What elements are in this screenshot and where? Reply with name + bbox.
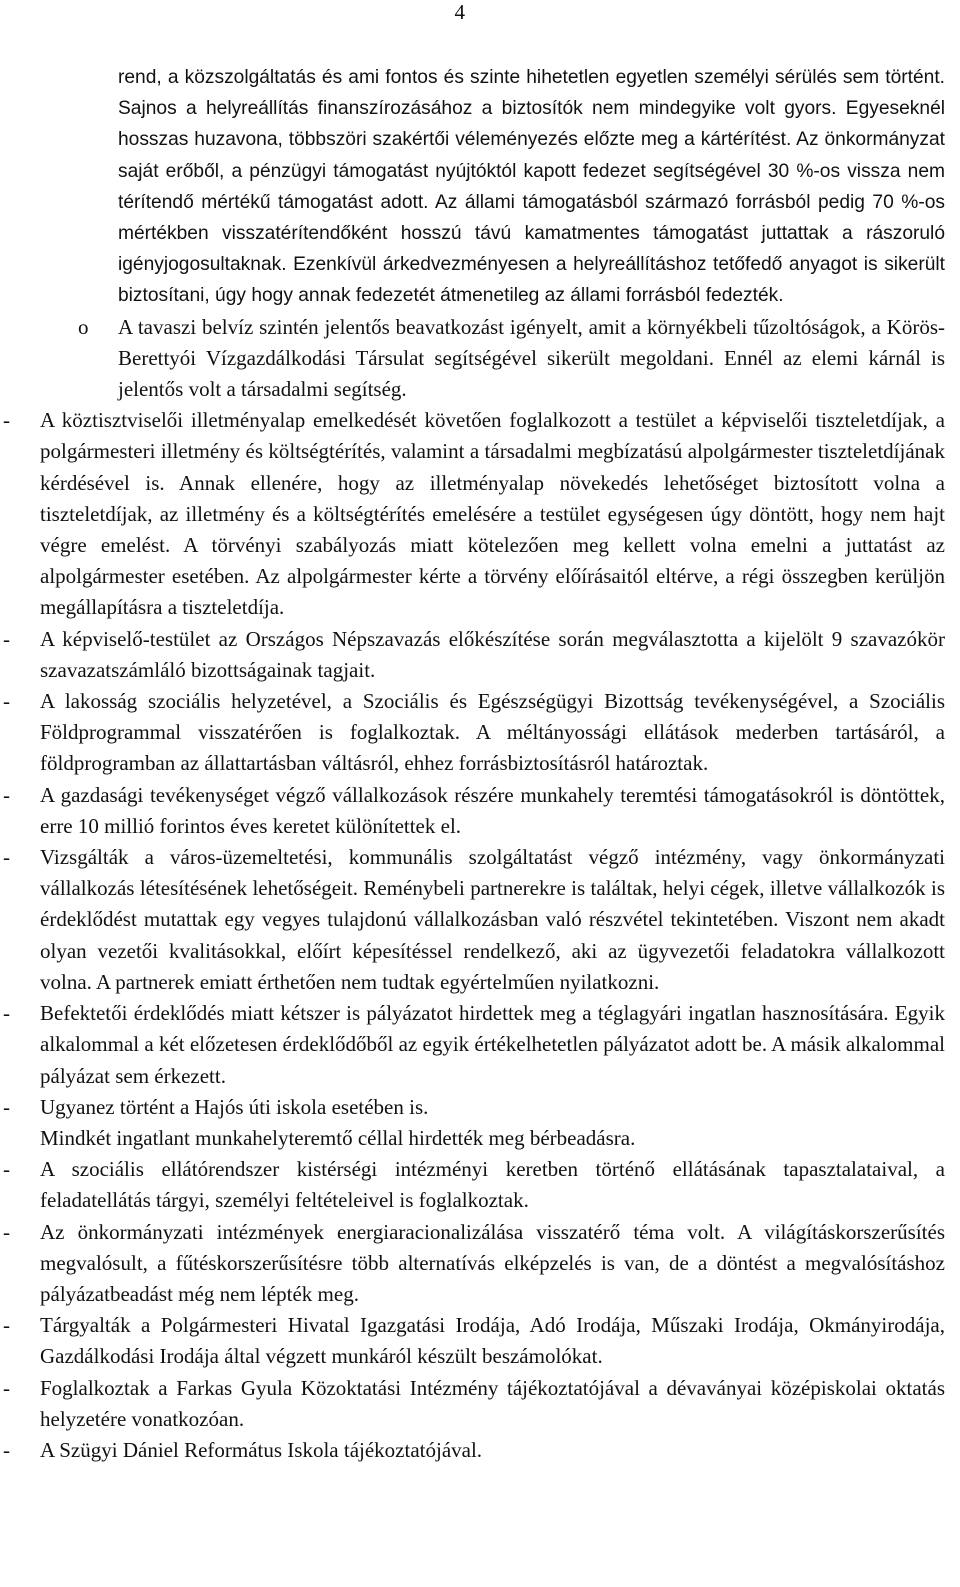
dash-list-item bbox=[0, 780, 960, 842]
bullet-marker: - bbox=[3, 845, 10, 870]
paragraph-text: Ugyanez történt a Hajós úti iskola esetében is. bbox=[40, 1094, 429, 1119]
dash-list-item bbox=[0, 1154, 960, 1216]
bullet-marker: - bbox=[3, 1157, 10, 1182]
paragraph-continuation bbox=[0, 62, 960, 312]
bullet-marker: - bbox=[3, 626, 10, 651]
paragraph-text: A tavaszi belvíz szintén jelentős beavatkozást igényelt, amit a környékbeli tűzoltóságok, a Körös-Berettyói Vízgazdálkodási Társulat segítségével sikerült megoldani. Ennél az elemi kárnál is jelentős volt a társadalmi segítség. bbox=[118, 314, 945, 402]
paragraph-text: Befektetői érdeklődés miatt kétszer is pályázatot hirdettek meg a téglagyári ingatlan hasznosítására. Egyik alkalommal a két előzetesen érdeklődőből az egyik értékelhetetlen pályázatot adott be. A másik alkalommal pályázat sem érkezett. bbox=[40, 1001, 945, 1088]
page-number: 4 bbox=[454, 0, 465, 24]
paragraph-text: rend, a közszolgáltatás és ami fontos és szinte hihetetlen egyetlen személyi sérülés sem történt. Sajnos a helyreállítás finanszírozásához a biztosítók nem mindegyike volt gyors. Egyeseknél hosszas huzavona, többszöri szakértői véleményezés előzte meg a kártérítést. Az önkormányzat saját erőből, a pénzügyi támogatást nyújtóktól kapott fedezet segítségével 30 %-os vissza nem térítendő mértékű támogatást adott. Az állami támogatásból származó forrásból pedig 70 %-os mértékben visszatérítendőként hosszú távú kamatmentes támogatást juttattak a rászoruló igényjogosultaknak. Ezenkívül árkedvezményesen a helyreállításhoz tetőfedő anyagot is sikerült biztosítani, úgy hogy annak fedezetét átmenetileg az állami forrásból fedezték. bbox=[118, 67, 945, 307]
bullet-marker: - bbox=[3, 408, 10, 433]
bullet-marker: - bbox=[3, 1001, 10, 1026]
paragraph-text: A gazdasági tevékenységet végző vállalkozások részére munkahely teremtési támogatásokról is döntöttek, erre 10 millió forintos éves keretet különítettek el. bbox=[40, 782, 945, 838]
dash-list-item bbox=[0, 405, 960, 623]
bullet-marker: - bbox=[3, 1094, 10, 1119]
dash-list-item bbox=[0, 1217, 960, 1311]
paragraph-text: Vizsgálták a város-üzemeltetési, kommunális szolgáltatást végző intézmény, vagy önkormányzati vállalkozás létesítésének lehetőségeit. Reménybeli partnerekre is találtak, helyi cégek, illetve vállalkozók is érdeklődést mutattak egy vegyes tulajdonú vállalkozásban való részvétel tekintetében. Viszont nem akadt olyan vezetői kvalitásokkal, előírt képesítéssel rendelkező, aki az ügyvezetői feladatokra vállalkozott volna. A partnerek emiatt érthetően nem tudtak egyértelműen nyilatkozni. bbox=[40, 845, 945, 994]
paragraph-text: Foglalkoztak a Farkas Gyula Közoktatási Intézmény tájékoztatójával a dévaványai középiskolai oktatás helyzetére vonatkozóan. bbox=[40, 1375, 945, 1431]
paragraph-text: A köztisztviselői illetményalap emelkedését követően foglalkozott a testület a képviselői tiszteletdíjak, a polgármesteri illetmény és költségtérítés, valamint a társadalmi megbízatású alpolgármester tiszteletdíjának kérdésével is. Annak ellenére, hogy az illetményalap növekedés lehetőséget biztosított volna a tiszteletdíjak, az illetmény és a költségtérítés emelésére a testület egységesen úgy döntött, hogy nem hajt végre emelést. A törvényi szabályozás miatt kötelezően meg kellett volna emelni a juttatást az alpolgármester esetében. Az alpolgármester kérte a törvény előírásaitól eltérve, a régi összegben kerüljön megállapításra a tiszteletdíja. bbox=[40, 408, 945, 620]
dash-list-item bbox=[0, 686, 960, 780]
paragraph-text: Az önkormányzati intézmények energiaracionalizálása visszatérő téma volt. A világításkorszerűsítés megvalósult, a fűtéskorszerűsítésre több alternatívás elképzelés is van, de a döntést a megvalósításhoz pályázatbeadást még nem lépték meg. bbox=[40, 1219, 945, 1306]
dash-list-item bbox=[0, 1092, 960, 1123]
bullet-marker: - bbox=[3, 1219, 10, 1244]
dash-list-item bbox=[0, 1373, 960, 1435]
paragraph-continuation bbox=[0, 1123, 960, 1154]
paragraph-text: A képviselő-testület az Országos Népszavazás előkészítése során megválasztotta a kijelölt 9 szavazókör szavazatszámláló bizottságainak tagjait. bbox=[40, 626, 945, 682]
bullet-marker: - bbox=[3, 782, 10, 807]
bullet-marker: - bbox=[3, 1437, 10, 1462]
paragraph-text: A lakosság szociális helyzetével, a Szociális és Egészségügyi Bizottság tevékenységével, a Szociális Földprogrammal visszatérően is foglalkoztak. A méltányossági ellátások mederben tartásáról, a földprogramban az állattartásban váltásról, ehhez forrásbiztosításról határoztak. bbox=[40, 689, 945, 776]
dash-list-item bbox=[0, 624, 960, 686]
dash-list-item bbox=[0, 842, 960, 998]
paragraph-text: A Szügyi Dániel Református Iskola tájékoztatójával. bbox=[40, 1437, 483, 1462]
paragraph-text: Mindkét ingatlant munkahelyteremtő céllal hirdették meg bérbeadásra. bbox=[40, 1125, 636, 1150]
sub-bullet-item bbox=[0, 312, 960, 406]
document-body bbox=[0, 62, 960, 1466]
paragraph-text: Tárgyalták a Polgármesteri Hivatal Igazgatási Irodája, Adó Irodája, Műszaki Irodája, Okmányirodája, Gazdálkodási Irodája által végzett munkáról készült beszámolókat. bbox=[40, 1313, 945, 1369]
dash-list-item bbox=[0, 1310, 960, 1372]
dash-list-item bbox=[0, 998, 960, 1092]
bullet-marker: - bbox=[3, 689, 10, 714]
bullet-marker: - bbox=[3, 1313, 10, 1338]
paragraph-text: A szociális ellátórendszer kistérségi intézményi keretben történő ellátásának tapasztalataival, a feladatellátás tárgyi, személyi feltételeivel is foglalkoztak. bbox=[40, 1157, 945, 1213]
bullet-marker: - bbox=[3, 1375, 10, 1400]
bullet-marker: o bbox=[78, 314, 89, 339]
dash-list-item bbox=[0, 1435, 960, 1466]
